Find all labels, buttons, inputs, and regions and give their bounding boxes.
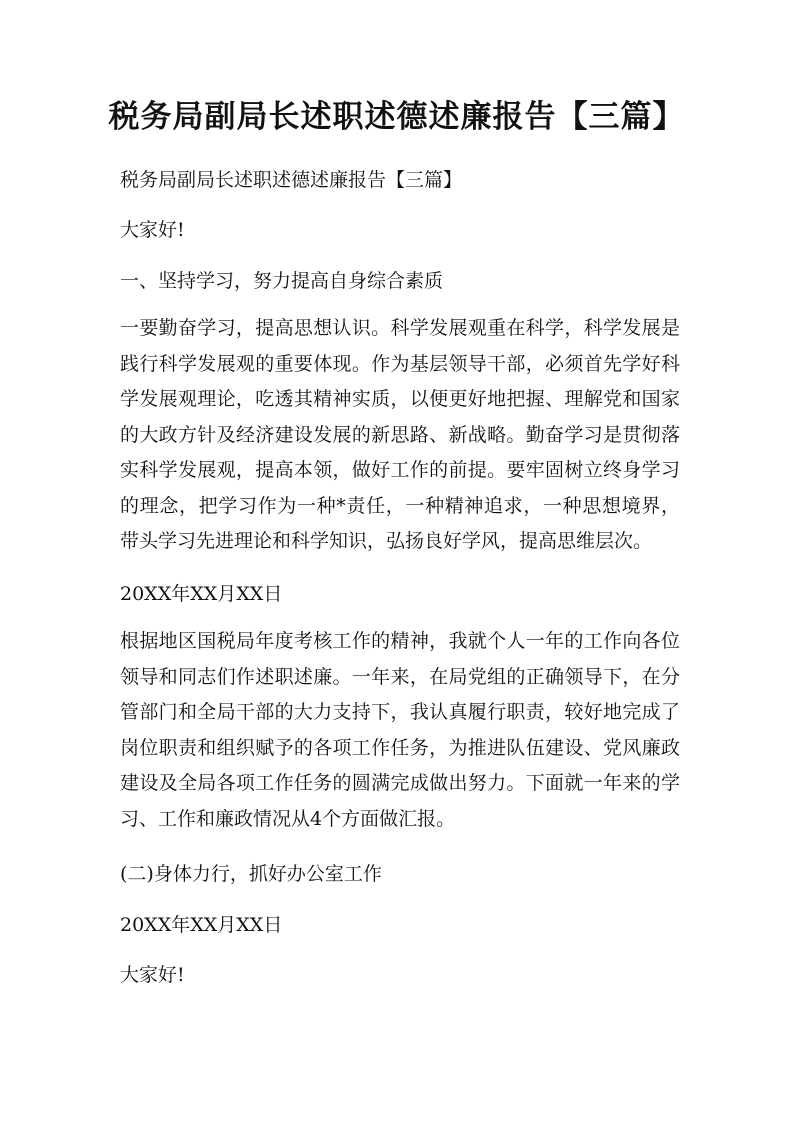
- greeting-text: 大家好!: [120, 219, 185, 241]
- greeting-text: 大家好!: [120, 964, 185, 986]
- document-title: 税务局副局长述职述德述廉报告【三篇】: [108, 99, 685, 135]
- date-line: 20XX年XX月XX日: [120, 583, 283, 605]
- section-heading: 一、坚持学习，努力提高自身综合素质: [120, 270, 444, 292]
- body-paragraph: 根据地区国税局年度考核工作的精神，我就个人一年的工作向各位领导和同志们作述职述廉。一年来，在局党组的正确领导下，在分管部门和全局干部的大力支持下，我认真履行职责，较好地完成了岗位职责和组织赋予的各项工作任务，为推进队伍建设、党风廉政建设及全局各项工作任务的圆满完成做出努力。下面就一年来的学习、工作和廉政情况从4个方面做汇报。: [120, 630, 680, 830]
- section-heading: (二)身体力行，抓好办公室工作: [120, 863, 382, 885]
- date-line: 20XX年XX月XX日: [120, 914, 283, 936]
- body-paragraph: 一要勤奋学习，提高思想认识。科学发展观重在科学，科学发展是践行科学发展观的重要体现。作为基层领导干部，必须首先学好科学发展观理论，吃透其精神实质，以便更好地把握、理解党和国家的大政方针及经济建设发展的新思路、新战略。勤奋学习是贯彻落实科学发展观，提高本领，做好工作的前提。要牢固树立终身学习的理念，把学习作为一种*责任，一种精神追求，一种思想境界，带头学习先进理论和科学知识，弘扬良好学风，提高思维层次。: [120, 317, 680, 552]
- document-subtitle: 税务局副局长述职述德述廉报告【三篇】: [120, 169, 463, 191]
